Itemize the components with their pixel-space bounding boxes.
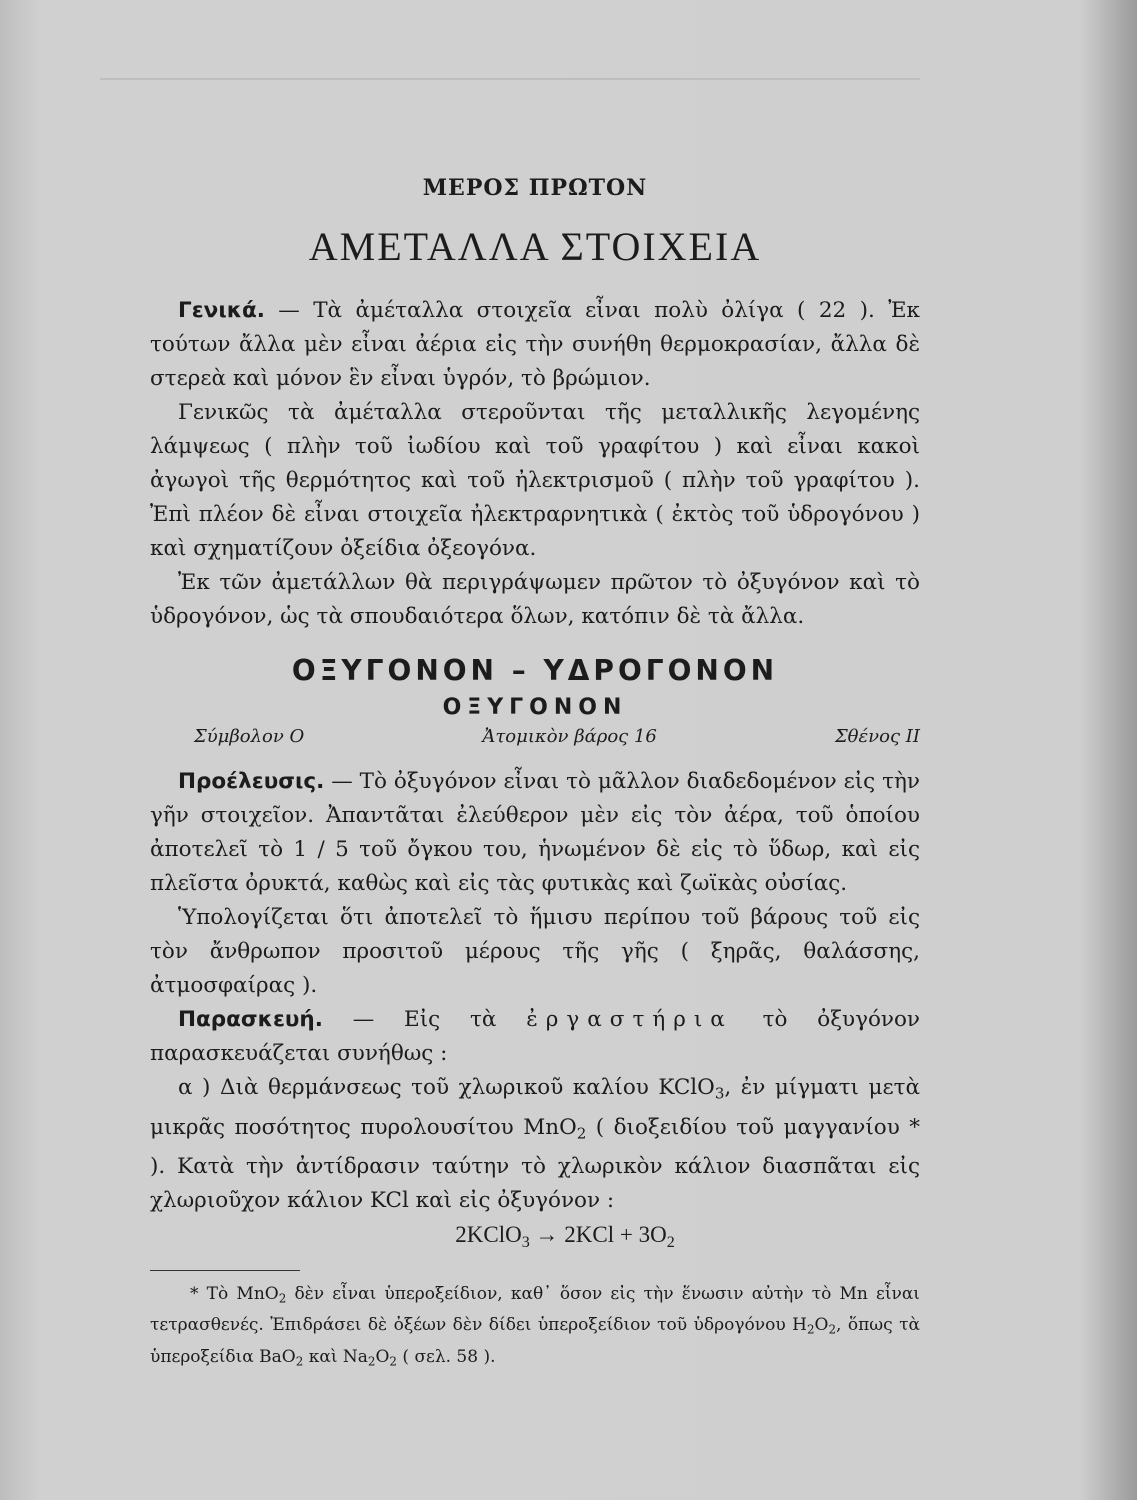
preparation-paragraph [150, 1003, 920, 1071]
reaction-equation [210, 1222, 920, 1252]
item-a-part-3: ( διοξειδίου τοῦ μαγγανίου * ). Κατὰ τὴν ἀντίδρασιν ταύτην τὸ χλωρικὸν κάλιον διασπᾶται εἰς χλωριοῦχον κάλιον KCl καὶ εἰς ὀξυγόνον : [150, 1114, 920, 1213]
general-paragraph-3: Ἐκ τῶν ἀμετάλλων θὰ περιγράψωμεν πρῶτον τὸ ὀξυγόνον καὶ τὸ ὑδρογόνον, ὡς τὰ σπουδαιότερα ὅλων, κατόπιν δὲ τὰ ἄλλα. [150, 570, 920, 629]
fn-p1: * Τὸ MnO [190, 1283, 279, 1304]
subsection-title: ΟΞΥΓΟΝΟΝ [442, 695, 628, 720]
element-symbol: Σύμβολον Ο [194, 726, 305, 747]
element-meta-row [150, 726, 920, 747]
fn-p7: ( σελ. 58 ). [397, 1346, 496, 1367]
footnote [150, 1281, 920, 1376]
item-a-sub-1: 3 [714, 1084, 725, 1103]
general-paragraph [150, 294, 920, 396]
general-paragraph-2: Γενικῶς τὰ ἀμέταλλα στεροῦνται τῆς μεταλλικῆς λεγομένης λάμψεως ( πλὴν τοῦ ἰωδίου καὶ τοῦ γραφίτου ) καὶ εἶναι κακοὶ ἀγωγοὶ τῆς θερμότητος καὶ τοῦ ἠλεκτρισμοῦ ( πλὴν τοῦ γραφίτου ). Ἐπὶ πλέον δὲ εἶναι στοιχεῖα ἠλεκτραρνητικὰ ( ἐκτὸς τοῦ ὑδρογόνου ) καὶ σχηματίζουν ὀξείδια ὀξεογόνα. [150, 400, 920, 561]
fn-p6: O [375, 1346, 390, 1367]
general-text: — Τὰ ἀμέταλλα στοιχεῖα εἶναι πολὺ ὀλίγα ( 22 ). Ἐκ τούτων ἄλλα μὲν εἶναι ἀέρια εἰς τὴν συνήθη θερμοκρασίαν, ἄλλα δὲ στερεὰ καὶ μόνον ἓν εἶναι ὑγρόν, τὸ βρώμιον. [150, 298, 920, 391]
element-valence: Σθένος ΙΙ [834, 726, 920, 747]
fn-s6: 2 [389, 1354, 397, 1369]
origin-paragraph [150, 765, 920, 901]
part-title: ΜΕΡΟΣ ΠΡΩΤΟΝ [422, 175, 648, 201]
origin-label: Προέλευσις. [178, 769, 325, 794]
equation-rhs: 2KCl + 3O [564, 1222, 667, 1247]
origin-paragraph-2: Ὑπολογίζεται ὅτι ἀποτελεῖ τὸ ἥμισυ περίπου τοῦ βάρους τοῦ εἰς τὸν ἄνθρωπον προσιτοῦ μέρους τῆς γῆς ( ξηρᾶς, θαλάσσης, ἀτμοσφαίρας ). [150, 905, 920, 998]
preparation-label: Παρασκευή. [178, 1007, 323, 1032]
fn-s1: 2 [278, 1291, 287, 1306]
equation-lhs-sub: 3 [521, 1233, 530, 1251]
origin-text: — Τὸ ὀξυγόνον εἶναι τὸ μᾶλλον διαδεδομένον εἰς τὴν γῆν στοιχεῖον. Ἀπαντᾶται ἐλεύθερον μὲν εἰς τὸν ἀέρα, τοῦ ὁποίου ἀποτελεῖ τὸ 1 / 5 τοῦ ὄγκου του, ἡνωμένον δὲ εἰς τὸ ὕδωρ, καὶ εἰς πλεῖστα ὀρυκτά, καθὼς καὶ εἰς τὰς φυτικὰς καὶ ζωϊκὰς οὐσίας. [150, 769, 920, 896]
section-title: ΟΞΥΓΟΝΟΝ – ΥΔΡΟΓΟΝΟΝ [291, 654, 779, 687]
preparation-item-a [150, 1071, 920, 1218]
footnote-rule [150, 1270, 300, 1271]
preparation-text-a: — Εἰς τὰ [322, 1007, 527, 1032]
item-a-part-1: α ) Διὰ θερμάνσεως τοῦ χλωρικοῦ καλίου KClO [178, 1075, 715, 1100]
fn-p2: δὲν εἶναι ὑπεροξείδιον, καθ᾽ ὅσον εἰς τὴν ἕνωσιν αὐτὴν τὸ Mn εἶναι τετρασθενές. Ἐπιδράσει δὲ ὀξέων δὲν δίδει ὑπεροξείδιον τοῦ ὑδρογόνου H [150, 1283, 920, 1336]
fn-s3: 2 [828, 1322, 837, 1337]
equation-lhs: 2KClO [455, 1222, 522, 1247]
item-a-part-2: , ἐν μίγματι μετὰ μικρᾶς ποσότητος πυρολουσίτου MnO [150, 1075, 920, 1140]
preparation-spaced-word: ἐργαστήρια [526, 1007, 733, 1032]
bleed-through-line [100, 78, 920, 80]
fn-p5: καὶ Na [303, 1346, 368, 1367]
fn-s2: 2 [806, 1322, 815, 1337]
fn-s4: 2 [295, 1354, 304, 1369]
fn-p3: O [814, 1315, 829, 1336]
fn-s5: 2 [367, 1354, 376, 1369]
main-title: ΑΜΕΤΑΛΛΑ ΣΤΟΙΧΕΙΑ [308, 224, 762, 269]
element-atomic-weight: Ἀτομικὸν βάρος 16 [482, 726, 657, 747]
fn-p4: , ὅπως τὰ ὑπεροξείδια BaO [150, 1315, 920, 1367]
preparation-text-b: τὸ ὀξυγόνον παρασκευάζεται συνήθως : [150, 1007, 920, 1066]
page-content [150, 175, 920, 1376]
equation-rhs-sub: 2 [666, 1233, 675, 1251]
equation-arrow: → [529, 1222, 565, 1247]
general-label: Γενικά. [178, 298, 265, 323]
item-a-sub-2: 2 [576, 1124, 587, 1142]
